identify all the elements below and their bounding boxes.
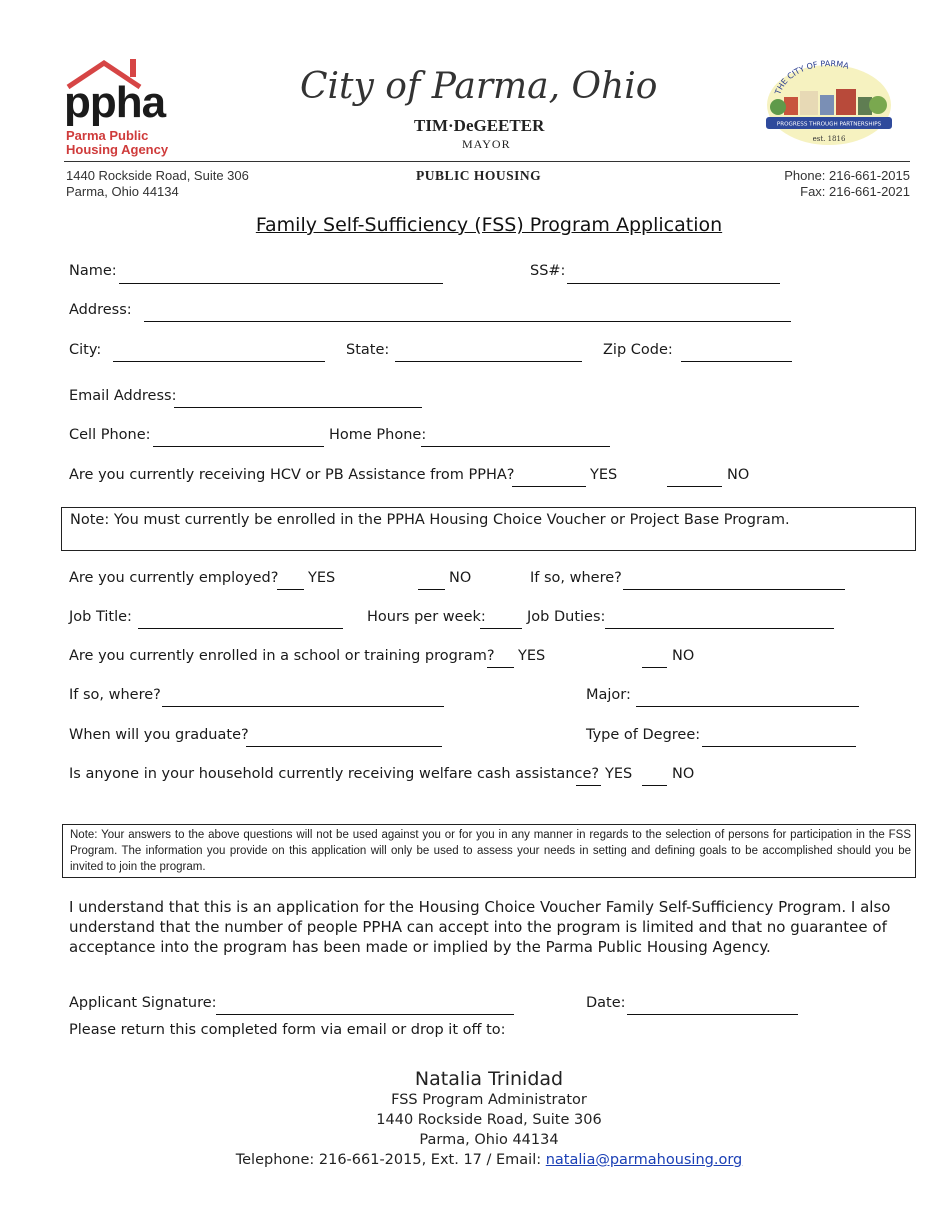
- contact-telephone-line: [0, 1150, 950, 1170]
- state-label: State:: [346, 342, 390, 358]
- address-label: Address:: [69, 302, 132, 318]
- zip-label: Zip Code:: [603, 342, 673, 358]
- name-label: Name:: [69, 263, 117, 279]
- contact-email-link[interactable]: natalia@parmahousing.org: [545, 1152, 743, 1168]
- email-label: Email Address:: [69, 388, 177, 404]
- ss-label: SS#:: [530, 263, 566, 279]
- welfare-question: Is anyone in your household currently receiving welfare cash assistance?: [69, 766, 600, 782]
- welfare-no-blank[interactable]: [642, 769, 667, 786]
- hcv-no-blank[interactable]: [667, 470, 722, 487]
- contact-title: FSS Program Administrator: [391, 1092, 587, 1108]
- zip-input[interactable]: [681, 345, 792, 362]
- date-input[interactable]: [627, 998, 798, 1015]
- welfare-yes-label: YES: [605, 766, 633, 782]
- graduate-input[interactable]: [246, 730, 442, 747]
- cell-phone-input[interactable]: [153, 430, 324, 447]
- home-phone-input[interactable]: [421, 430, 610, 447]
- return-instructions: Please return this completed form via email or drop it off to:: [69, 1022, 506, 1038]
- hours-label: Hours per week:: [367, 609, 486, 625]
- school-where-input[interactable]: [162, 690, 444, 707]
- job-title-label: Job Title:: [69, 609, 132, 625]
- svg-text:est. 1816: est. 1816: [812, 135, 846, 143]
- confidentiality-note-box: [62, 824, 916, 878]
- agency-address: 1440 Rockside Road, Suite 306 Parma, Ohio 44134: [66, 168, 249, 199]
- date-label: Date:: [586, 995, 626, 1011]
- hours-input[interactable]: [480, 612, 522, 629]
- ppha-logo-text: ppha: [64, 78, 166, 127]
- job-duties-label: Job Duties:: [527, 609, 606, 625]
- city-title: City of Parma, Ohio: [300, 66, 658, 107]
- svg-text:PROGRESS THROUGH PARTNERSHIPS: PROGRESS THROUGH PARTNERSHIPS: [776, 121, 882, 128]
- employed-no-label: NO: [449, 570, 472, 586]
- enrollment-note-box: [61, 507, 916, 551]
- welfare-no-label: NO: [672, 766, 695, 782]
- contact-telephone: Telephone: 216-661-2015, Ext. 17 / Email:: [235, 1152, 546, 1168]
- hcv-yes-blank[interactable]: [512, 470, 586, 487]
- employed-yes-blank[interactable]: [277, 573, 304, 590]
- name-input[interactable]: [119, 267, 443, 284]
- email-input[interactable]: [174, 391, 422, 408]
- school-question: Are you currently enrolled in a school or training program?: [69, 648, 495, 664]
- contact-address-1: 1440 Rockside Road, Suite 306: [376, 1112, 602, 1128]
- confidentiality-note: Note: Your answers to the above questions will not be used against you or for you in any manner in regards to the selection of persons for participation in the FSS Program. The information you provide on this application will only be used to assess your needs in setting and defining goals to be accomplished should you be invited to join the program.: [70, 829, 911, 873]
- contact-name: Natalia Trinidad: [414, 1068, 564, 1090]
- department-label: PUBLIC HOUSING: [416, 168, 542, 183]
- graduate-label: When will you graduate?: [69, 727, 249, 743]
- form-title: Family Self-Sufficiency (FSS) Program Application: [255, 214, 723, 236]
- school-no-blank[interactable]: [642, 651, 667, 668]
- employer-where-input[interactable]: [623, 573, 845, 590]
- address-input[interactable]: [144, 305, 791, 322]
- ss-input[interactable]: [567, 267, 780, 284]
- job-duties-input[interactable]: [605, 612, 834, 629]
- contact-block: [0, 1068, 950, 1170]
- hcv-question: Are you currently receiving HCV or PB Assistance from PPHA?: [69, 467, 515, 483]
- employed-no-blank[interactable]: [418, 573, 445, 590]
- signature-input[interactable]: [216, 998, 514, 1015]
- signature-label: Applicant Signature:: [69, 995, 217, 1011]
- employed-question: Are you currently employed?: [69, 570, 279, 586]
- welfare-yes-blank[interactable]: [576, 769, 601, 786]
- hcv-yes-label: YES: [590, 467, 618, 483]
- employer-where-label: If so, where?: [530, 570, 622, 586]
- hcv-no-label: NO: [727, 467, 750, 483]
- degree-label: Type of Degree:: [586, 727, 701, 743]
- enrollment-note: Note: You must currently be enrolled in the PPHA Housing Choice Voucher or Project Base Program.: [70, 512, 790, 528]
- phone-fax: Phone: 216-661-2015 Fax: 216-661-2021: [784, 168, 910, 199]
- school-where-label: If so, where?: [69, 687, 161, 703]
- svg-text:THE CITY OF PARMA: THE CITY OF PARMA: [773, 59, 850, 96]
- degree-input[interactable]: [702, 730, 856, 747]
- city-seal-icon: [758, 55, 900, 151]
- school-yes-blank[interactable]: [487, 651, 514, 668]
- city-input[interactable]: [113, 345, 325, 362]
- agency-name: Parma Public Housing Agency: [66, 128, 169, 157]
- city-label: City:: [69, 342, 102, 358]
- applicant-statement: I understand that this is an application for the Housing Choice Voucher Family Self-Sufficiency Program. I also understand that the number of people PPHA can accept into the program is limited and that no guarantee of acceptance into the program has been made or implied by the Parma Public Housing Agency.: [69, 898, 891, 956]
- school-no-label: NO: [672, 648, 695, 664]
- school-yes-label: YES: [518, 648, 546, 664]
- home-phone-label: Home Phone:: [329, 427, 427, 443]
- mayor-name: TIM·DeGEETER: [414, 116, 545, 135]
- employed-yes-label: YES: [308, 570, 336, 586]
- job-title-input[interactable]: [138, 612, 343, 629]
- mayor-title: MAYOR: [462, 137, 511, 151]
- major-input[interactable]: [636, 690, 859, 707]
- contact-address-2: Parma, Ohio 44134: [419, 1132, 559, 1148]
- header-divider: [64, 161, 910, 162]
- state-input[interactable]: [395, 345, 582, 362]
- cell-phone-label: Cell Phone:: [69, 427, 151, 443]
- major-label: Major:: [586, 687, 631, 703]
